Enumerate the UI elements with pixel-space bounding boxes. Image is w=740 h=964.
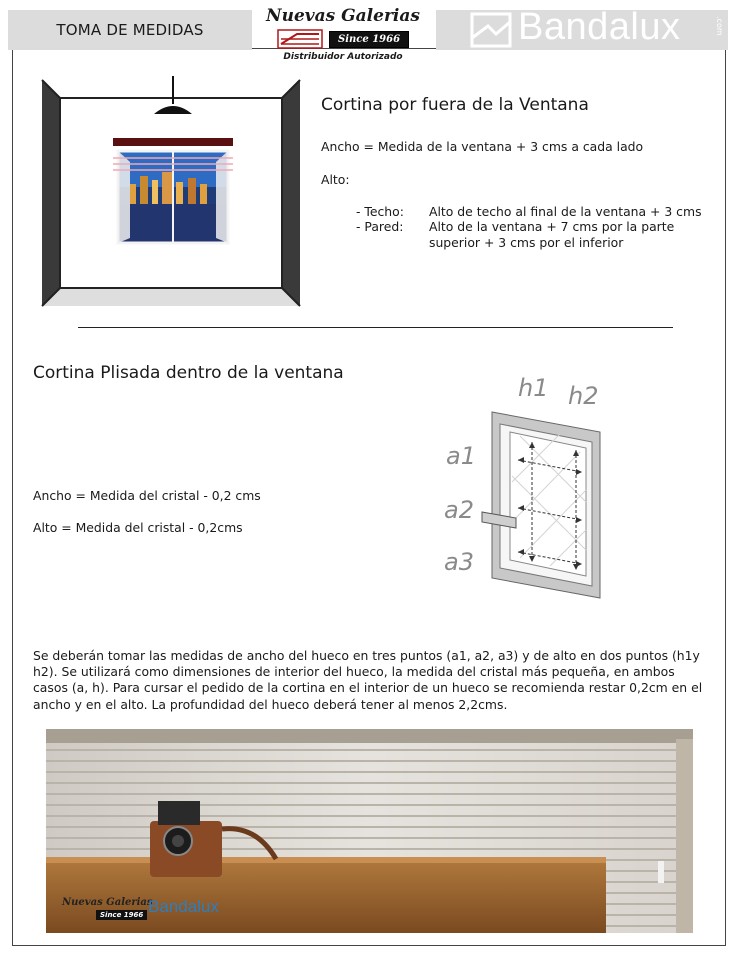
inside-ancho: Ancho = Medida del cristal - 0,2 cms: [33, 488, 261, 503]
brand-suffix: .com: [715, 16, 724, 36]
pared-label: - Pared:: [356, 219, 404, 234]
since-badge: Since 1966: [329, 31, 409, 48]
outside-title: Cortina por fuera de la Ventana: [321, 95, 589, 115]
section-label: TOMA DE MEDIDAS: [8, 10, 252, 50]
distributor-emblem-icon: [277, 29, 323, 49]
label-h1: h1: [518, 374, 549, 402]
label-a2: a2: [444, 496, 474, 524]
label-h2: h2: [568, 382, 599, 410]
bandalux-logo-icon: [470, 12, 512, 48]
distributor-subtitle: Distribuidor Autorizado: [283, 52, 403, 62]
photo-watermark-since: Since 1966: [96, 910, 147, 920]
distributor-name: Nuevas Galerias: [266, 6, 420, 26]
pared-text-2: superior + 3 cms por el inferior: [429, 235, 624, 250]
brand-name: Bandalux: [518, 6, 681, 48]
photo-watermark-distributor: Nuevas Galerias: [62, 897, 153, 908]
photo-watermark-brand: Bandalux: [148, 897, 219, 916]
label-a1: a1: [446, 442, 476, 470]
outside-ancho: Ancho = Medida de la ventana + 3 cms a cada lado: [321, 139, 644, 154]
techo-text: Alto de techo al final de la ventana + 3 cms: [429, 204, 702, 219]
distributor-logo: [258, 4, 428, 70]
inside-alto: Alto = Medida del cristal - 0,2cms: [33, 520, 243, 535]
techo-label: - Techo:: [356, 204, 404, 219]
section-divider: [78, 327, 673, 328]
window-measurement-diagram: [440, 372, 640, 604]
pared-text-1: Alto de la ventana + 7 cms por la parte: [429, 219, 675, 234]
outside-alto-label: Alto:: [321, 172, 350, 187]
room-illustration: [40, 76, 304, 310]
inside-title: Cortina Plisada dentro de la ventana: [33, 363, 344, 383]
label-a3: a3: [444, 548, 474, 576]
measurement-note: Se deberán tomar las medidas de ancho del hueco en tres puntos (a1, a2, a3) y de alto en dos puntos (h1y h2). Se utilizará como dimensiones de interior del hueco, la medida del cristal más pequeña, en ambos casos (a, h). Para cursar el pedido de la cortina en el interior de un hueco se recomienda restar 0,2cm en el ancho y en el alto. La profundidad del hueco deberá tener al menos 2,2cms.: [33, 648, 703, 712]
product-photo: [46, 729, 693, 933]
